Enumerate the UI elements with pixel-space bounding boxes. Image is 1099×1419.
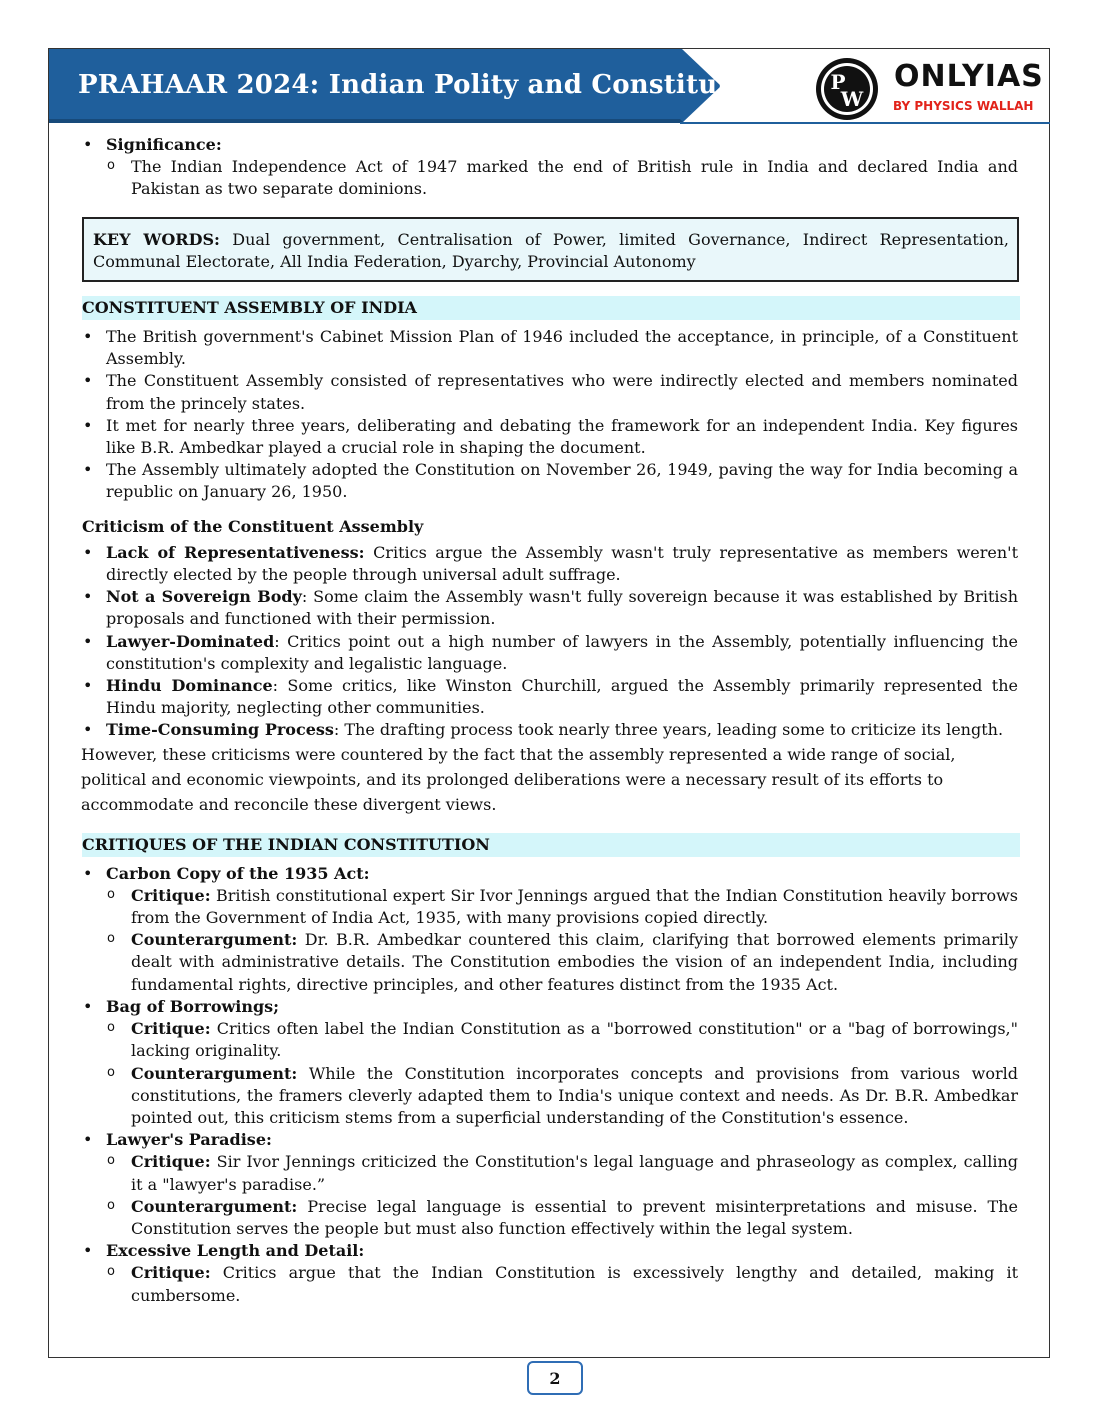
item-label: Counterargument: [131,930,298,950]
item-text: Critics often label the Indian Constitution as a "borrowed constitution" or a "bag of borrowings," lacking originality. [131,1019,1018,1061]
sub-list-item [106,1063,1018,1130]
keywords-box [82,217,1019,282]
section-heading: CRITIQUES OF THE INDIAN CONSTITUTION [82,833,1020,857]
item-text: British constitutional expert Sir Ivor Jennings argued that the Indian Constitution heavily borrows from the Government of India Act, 1935, with many provisions copied directly. [131,885,1018,928]
item-label: Critique: [131,1152,211,1172]
sub-list [106,885,1018,996]
pw-logo [814,56,880,126]
list-item: • The British government's Cabinet Mission Plan of 1946 included the acceptance, in principle, of a Constituent Assembly. [82,326,1018,370]
item-label: Critique: [131,1019,211,1039]
sub-list [106,1151,1018,1240]
sub-list [106,1018,1018,1129]
item-label: Critique: [131,885,211,905]
keywords-label: KEY WORDS: [93,229,220,249]
significance-label: Significance: [106,135,222,154]
critiques-list [82,863,1018,1307]
list-item [82,719,1018,741]
list-item [82,134,1018,201]
section-heading: CONSTITUENT ASSEMBLY OF INDIA [82,296,1020,320]
list-item [82,996,1018,1129]
term-text: : The drafting process took nearly three years, leading some to criticize its length. [333,720,1004,740]
list-item [82,586,1018,630]
list-item [82,1129,1018,1240]
critique-title: Excessive Length and Detail: [106,1241,365,1261]
item-text: Critics argue that the Indian Constitution is excessively lengthy and detailed, making it cumbersome. [131,1263,1018,1305]
conclusion-paragraph: However, these criticisms were countered by the fact that the assembly represented a wide range of social, political and economic viewpoints, and its prolonged deliberations were a necessary result of its efforts to accommodate and reconcile these divergent views. [81,744,956,814]
sub-list-item [106,885,1018,929]
list-item [82,863,1018,996]
item-label: Critique: [131,1263,211,1283]
item-text: Precise legal language is essential to prevent misinterpretations and misuse. The Constitution serves the people but must also function effectively within the legal system. [131,1196,1018,1238]
critique-title: Carbon Copy of the 1935 Act: [106,863,370,883]
sub-list-item: o The Indian Independence Act of 1947 marked the end of British rule in India and declared India and Pakistan as two separate dominions. [106,156,1018,200]
term: Lawyer-Dominated [106,631,275,651]
assembly-list [82,326,1018,504]
list-item: • The Constituent Assembly consisted of representatives who were indirectly elected and members nominated from the princely states. [82,370,1018,414]
sub-list-item [106,1018,1018,1062]
significance-list [82,134,1018,201]
critique-title: Lawyer's Paradise: [106,1130,272,1150]
term-text: : Some claim the Assembly wasn't fully sovereign because it was established by British proposals and functioned with their permission. [106,587,1019,629]
term: Hindu Dominance [106,676,273,696]
item-label: Counterargument: [131,1196,298,1216]
subsection-heading: Criticism of the Constituent Assembly [82,516,424,536]
page-title: PRAHAAR 2024: Indian Polity and Constitution [78,70,777,100]
list-item: • The Assembly ultimately adopted the Constitution on November 26, 1949, paving the way for India becoming a republic on January 26, 1950. [82,459,1018,503]
page-number: 2 [527,1361,583,1395]
item-text: Dr. B.R. Ambedkar countered this claim, clarifying that borrowed elements primarily dealt with administrative details. The Constitution embodies the vision of an independent India, including fundamental rights, directive principles, and other features distinct from the 1935 Act. [131,930,1018,994]
sub-list-item [106,1196,1018,1240]
list-item [82,631,1018,675]
pw-logo-icon [814,56,880,122]
list-item [82,675,1018,719]
svg-text:P: P [830,70,846,94]
term: Time-Consuming Process [106,720,334,740]
criticism-list [82,542,1018,742]
sub-list-item [106,1262,1018,1306]
item-label: Counterargument: [131,1063,298,1083]
sub-list [106,1262,1018,1306]
term: Not a Sovereign Body [106,587,302,607]
svg-text:W: W [840,87,864,111]
sub-list-item [106,1151,1018,1195]
sub-list [106,156,1018,200]
list-item [82,1240,1018,1307]
term-text: : Some critics, like Winston Churchill, argued the Assembly primarily represented the Hindu majority, neglecting other communities. [106,676,1018,718]
sub-list-item [106,929,1018,996]
keywords-text: Dual government, Centralisation of Power, limited Governance, Indirect Representation, Communal Electorate, All India Federation, Dyarchy, Provincial Autonomy [93,229,1009,271]
list-item [82,542,1018,586]
brand-subtitle: BY PHYSICS WALLAH [893,99,1034,113]
term: Lack of Representativeness: [106,542,365,562]
item-text: While the Constitution incorporates concepts and provisions from various world constitutions, the framers cleverly adapted them to India's unique context and needs. As Dr. B.R. Ambedkar pointed out, this criticism stems from a superficial understanding of the Constitution's essence. [131,1063,1018,1127]
item-text: Sir Ivor Jennings criticized the Constitution's legal language and phraseology as complex, calling it a "lawyer's paradise.” [131,1152,1018,1194]
list-item: • It met for nearly three years, deliberating and debating the framework for an independent India. Key figures like B.R. Ambedkar played a crucial role in shaping the document. [82,415,1018,459]
term-text: Critics argue the Assembly wasn't truly representative as members weren't directly elected by the people through universal adult suffrage. [106,542,1019,585]
brand-name: ONLYIAS [894,59,1044,94]
critique-title: Bag of Borrowings; [106,996,280,1016]
term-text: : Critics point out a high number of lawyers in the Assembly, potentially influencing the constitution's complexity and legalistic language. [106,631,1018,673]
page-content [82,134,1018,1307]
